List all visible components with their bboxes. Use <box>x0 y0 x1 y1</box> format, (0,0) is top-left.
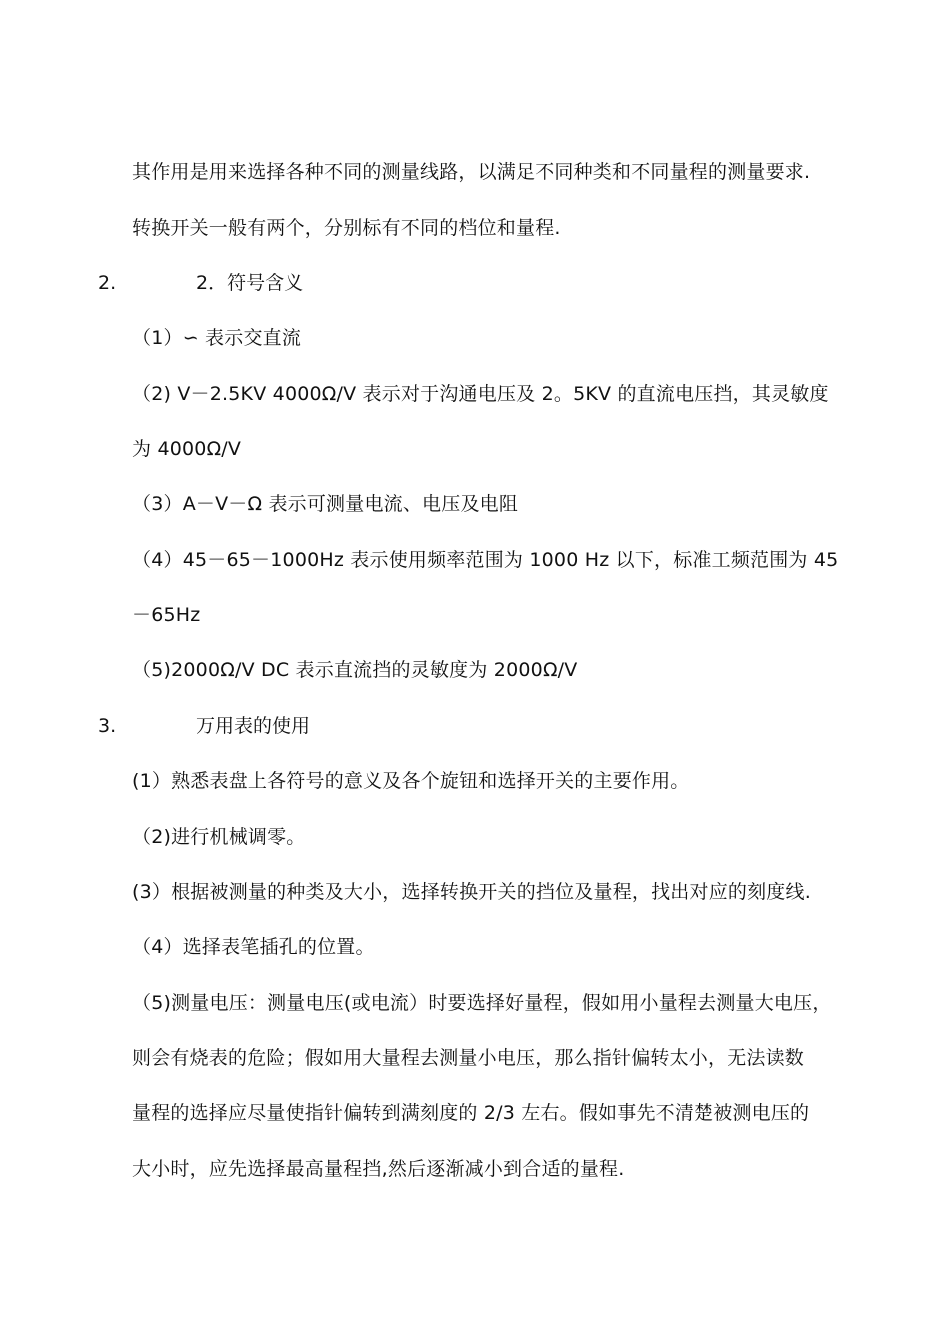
section-3-title: 万用表的使用 <box>196 715 311 737</box>
usage-item-5-cont-3: 大小时，应先选择最高量程挡,然后逐渐减小到合适的量程. <box>132 1158 625 1180</box>
section-2-number: 2. <box>98 272 117 294</box>
symbol-item-4-cont: －65Hz <box>132 604 201 626</box>
intro-line-2: 转换开关一般有两个，分别标有不同的档位和量程. <box>132 217 561 239</box>
section-2-title: 2．符号含义 <box>196 272 304 294</box>
symbol-item-5: （5)2000Ω/V DC 表示直流挡的灵敏度为 2000Ω/V <box>132 659 578 681</box>
symbol-item-4: （4）45－65－1000Hz 表示使用频率范围为 1000 Hz 以下，标准工频范围为 45 <box>132 549 839 571</box>
usage-item-3: (3）根据被测量的种类及大小，选择转换开关的挡位及量程，找出对应的刻度线. <box>132 881 811 903</box>
symbol-item-2: （2) V－2.5KV 4000Ω/V 表示对于沟通电压及 2。5KV 的直流电压挡，其灵敏度 <box>132 383 829 405</box>
usage-item-2: （2)进行机械调零。 <box>132 826 306 848</box>
symbol-item-1: （1）∽ 表示交直流 <box>132 327 302 349</box>
usage-item-5-cont-2: 量程的选择应尽量使指针偏转到满刻度的 2/3 左右。假如事先不清楚被测电压的 <box>132 1102 810 1124</box>
usage-item-4: （4）选择表笔插孔的位置。 <box>132 936 375 958</box>
intro-line-1: 其作用是用来选择各种不同的测量线路，以满足不同种类和不同量程的测量要求. <box>132 161 811 183</box>
usage-item-1: (1）熟悉表盘上各符号的意义及各个旋钮和选择开关的主要作用。 <box>132 770 690 792</box>
symbol-item-2-cont: 为 4000Ω/V <box>132 438 242 460</box>
symbol-item-3: （3）A－V－Ω 表示可测量电流、电压及电阻 <box>132 493 519 515</box>
usage-item-5: （5)测量电压：测量电压(或电流）时要选择好量程，假如用小量程去测量大电压， <box>132 992 832 1014</box>
usage-item-5-cont-1: 则会有烧表的危险；假如用大量程去测量小电压，那么指针偏转太小，无法读数 <box>132 1047 805 1069</box>
section-3-number: 3. <box>98 715 117 737</box>
